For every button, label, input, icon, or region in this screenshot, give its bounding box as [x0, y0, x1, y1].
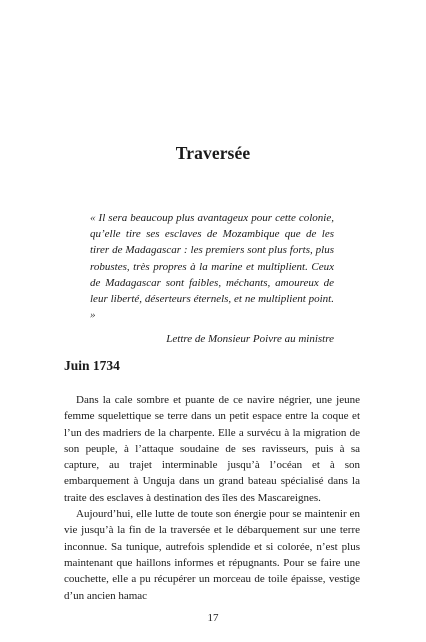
epigraph-quote: « Il sera beaucoup plus avantageux pour cette colonie, qu’elle tire ses esclaves de Mozambique que de les tirer de Madagascar : les premiers sont plus forts, plus robustes, très propres à la marine et multiplient. Ceux de Madagascar sont faibles, méchants, amoureux de leur liberté, déserteurs éternels, et ne multiplient point. » [90, 212, 334, 322]
epigraph-attribution: Lettre de Monsieur Poivre au ministre [166, 333, 334, 345]
body-paragraph: Aujourd’hui, elle lutte de toute son énergie pour se maintenir en vie jusqu’à la fin de la traversée et le débarquement sur une terre inconnue. Sa tunique, autrefois splendide et si colorée, n’est plus maintenant que haillons informes et répugnants. Pour se faire une couchette, elle a pu récupérer un morceau de toile épaisse, vestige d’un ancien hamac [64, 508, 360, 602]
chapter-title: Traversée [175, 143, 251, 163]
page-number: 17 [207, 612, 219, 624]
body-text [64, 392, 360, 604]
section-date-heading: Juin 1734 [64, 358, 120, 373]
body-paragraph: Dans la cale sombre et puante de ce navire négrier, une jeune femme squelettique se terre dans un petit espace entre la coque et l’un des madriers de la charpente. Elle a survécu à la migration de son peuple, à l’attaque soudaine de ses ravisseurs, puis à sa capture, au trajet interminable jusqu’à l’océan et à son embarquement à Unguja dans un grand bateau spécialisé dans la traite des esclaves à destination des îles des Mascareignes. [64, 394, 360, 504]
